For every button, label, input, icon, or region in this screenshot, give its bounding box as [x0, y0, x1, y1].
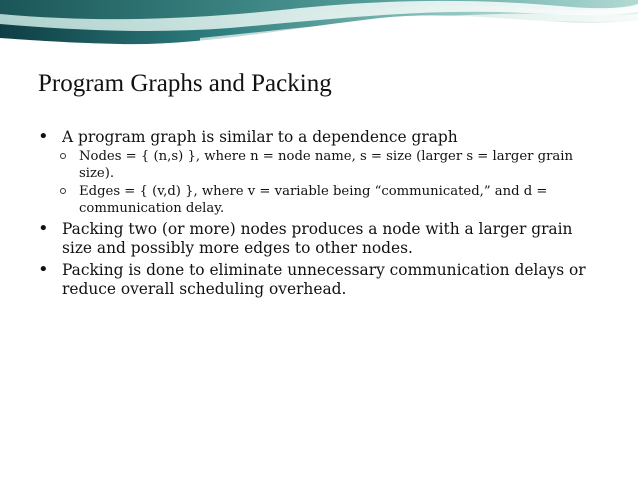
sub-bullet-item: [38, 183, 598, 217]
sub-bullet-text: Edges = { (v,d) }, where v = variable being “communicated,” and d = communication delay.: [79, 184, 548, 216]
bullet-item: [38, 128, 598, 147]
header-wave-decoration: [0, 0, 638, 52]
sub-bullet-ring-icon: [60, 153, 66, 159]
sub-bullet-text: Nodes = { (n,s) }, where n = node name, s = size (larger s = larger grain size).: [79, 149, 573, 181]
bullet-text: Packing is done to eliminate unnecessary communication delays or reduce overall scheduling overhead.: [62, 261, 586, 298]
bullet-text: A program graph is similar to a dependence graph: [62, 128, 458, 146]
bullet-dot-icon: •: [38, 126, 49, 147]
sub-bullet-item: [38, 148, 598, 182]
bullet-dot-icon: •: [38, 218, 49, 239]
bullet-item: [38, 220, 598, 258]
slide-title: Program Graphs and Packing: [38, 70, 332, 97]
bullet-list: [38, 128, 598, 299]
bullet-text: Packing two (or more) nodes produces a node with a larger grain size and possibly more edges to other nodes.: [62, 220, 573, 257]
bullet-dot-icon: •: [38, 259, 49, 280]
sub-bullet-ring-icon: [60, 188, 66, 194]
bullet-item: [38, 261, 598, 299]
